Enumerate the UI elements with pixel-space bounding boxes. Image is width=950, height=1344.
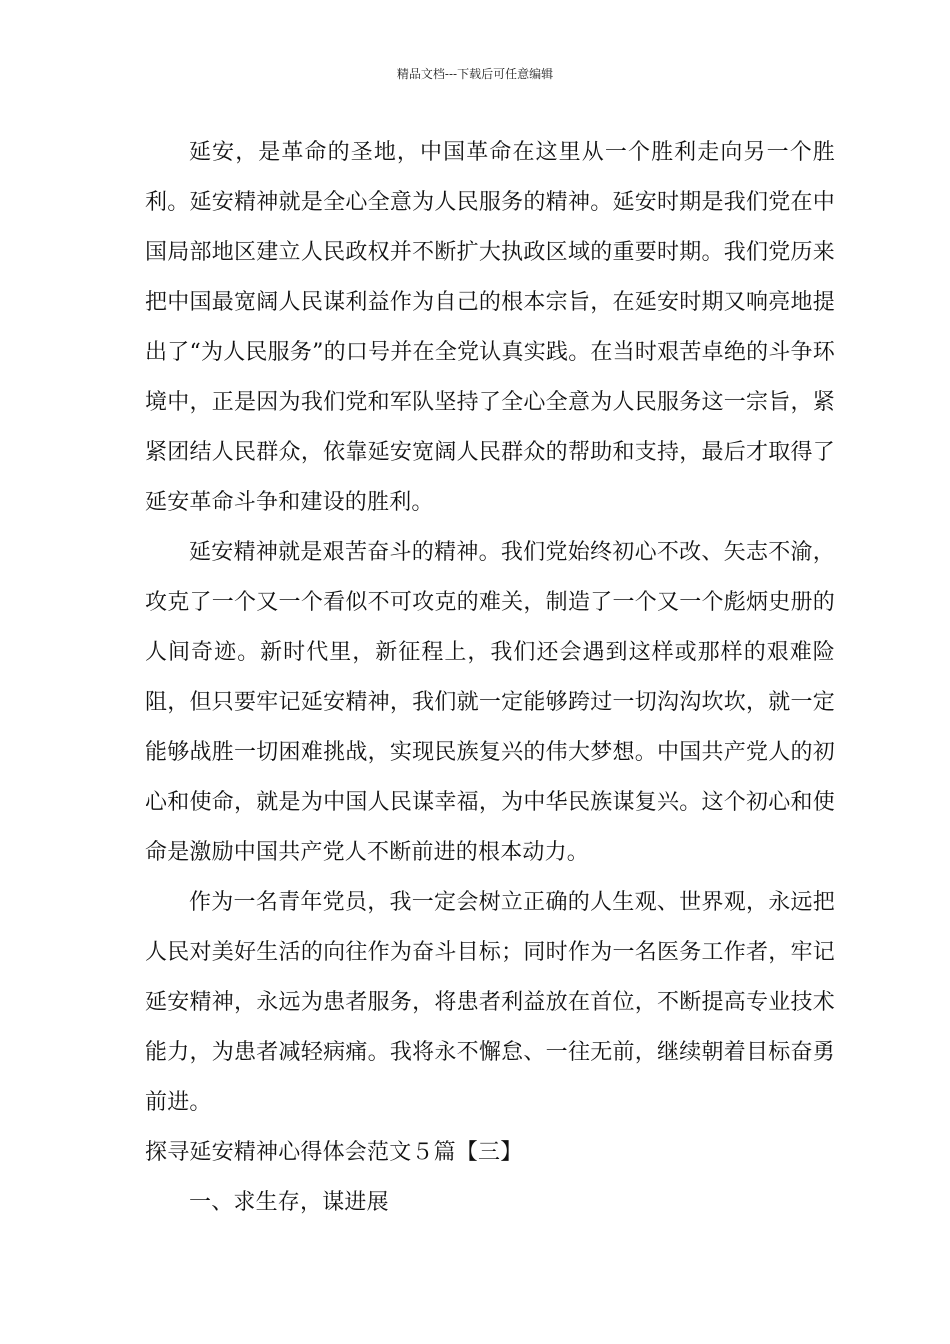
paragraph-2: 延安精神就是艰苦奋斗的精神。我们党始终初心不改、矢志不渝，攻克了一个又一个看似不可攻克的难关，制造了一个又一个彪炳史册的人间奇迹。新时代里，新征程上，我们还会遇到这样或那样的艰难险阻，但只要牢记延安精神，我们就一定能够跨过一切沟沟坎坎，就一定能够战胜一切困难挑战，实现民族复兴的伟大梦想。中国共产党人的初心和使命，就是为中国人民谋幸福，为中华民族谋复兴。这个初心和使命是激励中国共产党人不断前进的根本动力。: [145, 540, 835, 865]
paragraph-3: 作为一名青年党员，我一定会树立正确的人生观、世界观，永远把人民对美好生活的向往作为奋斗目标；同时作为一名医务工作者，牢记延安精神，永远为患者服务，将患者利益放在首位，不断提高专业技术能力，为患者减轻病痛。我将永不懈怠、一往无前，继续朝着目标奋勇前进。: [145, 890, 835, 1115]
section-heading: 探寻延安精神心得体会范文５篇【三】: [145, 1140, 523, 1165]
page-header: 精品文档---下载后可任意编辑: [396, 67, 554, 81]
sub-heading: 一、求生存，谋进展: [189, 1190, 389, 1215]
document-body: [145, 128, 835, 1228]
paragraph-1: 延安，是革命的圣地，中国革命在这里从一个胜利走向另一个胜利。延安精神就是全心全意为人民服务的精神。延安时期是我们党在中国局部地区建立人民政权并不断扩大执政区域的重要时期。我们党历来把中国最宽阔人民谋利益作为自己的根本宗旨，在延安时期又响亮地提出了“为人民服务”的口号并在全党认真实践。在当时艰苦卓绝的斗争环境中，正是因为我们党和军队坚持了全心全意为人民服务这一宗旨，紧紧团结人民群众，依靠延安宽阔人民群众的帮助和支持，最后才取得了延安革命斗争和建设的胜利。: [145, 140, 835, 515]
